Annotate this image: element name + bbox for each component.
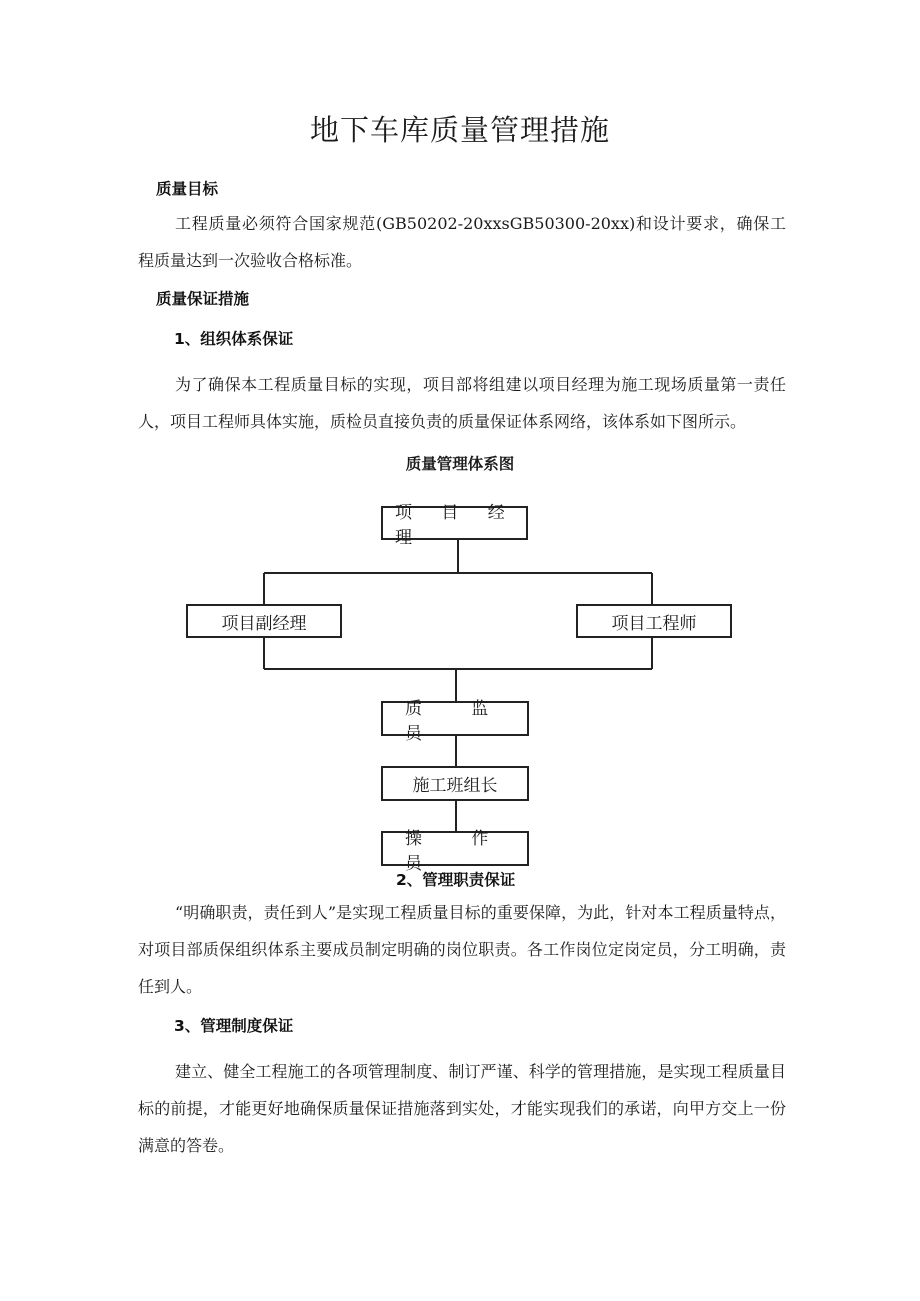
heading-management-system: 3、管理制度保证 xyxy=(174,1017,294,1035)
heading-organization-system: 1、组织体系保证 xyxy=(174,330,294,348)
heading-quality-assurance: 质量保证措施 xyxy=(156,290,250,308)
org-box-deputy-manager: 项目副经理 xyxy=(186,604,342,638)
paragraph-management-system: 建立、健全工程施工的各项管理制度、制订严谨、科学的管理措施，是实现工程质量目标的前提，才能更好地确保质量保证措施落到实处，才能实现我们的承诺，向甲方交上一份满意的答卷。 xyxy=(138,1062,786,1155)
heading-quality-goal: 质量目标 xyxy=(156,180,219,198)
org-box-project-engineer: 项目工程师 xyxy=(576,604,732,638)
page-title: 地下车库质量管理措施 xyxy=(309,113,610,147)
paragraph-management-duties: “明确职责，责任到人”是实现工程质量目标的重要保障，为此，针对本工程质量特点，对项目部质保组织体系主要成员制定明确的岗位职责。各工作岗位定岗定员，分工明确，责任到人。 xyxy=(138,903,786,996)
org-box-quality-inspector: 质 监 员 xyxy=(381,701,529,736)
org-box-project-manager: 项 目 经 理 xyxy=(381,506,528,540)
paragraph-organization-system: 为了确保本工程质量目标的实现，项目部将组建以项目经理为施工现场质量第一责任人，项目工程师具体实施，质检员直接负责的质量保证体系网络，该体系如下图所示。 xyxy=(138,375,786,431)
org-box-operator: 操 作 员 xyxy=(381,831,529,866)
heading-management-duties: 2、管理职责保证 xyxy=(396,871,516,889)
org-box-team-leader: 施工班组长 xyxy=(381,766,529,801)
diagram-title: 质量管理体系图 xyxy=(405,455,515,473)
paragraph-quality-goal: 工程质量必须符合国家规范(GB50202-20xxsGB50300-20xx)和设计要求，确保工程质量达到一次验收合格标准。 xyxy=(138,214,786,270)
